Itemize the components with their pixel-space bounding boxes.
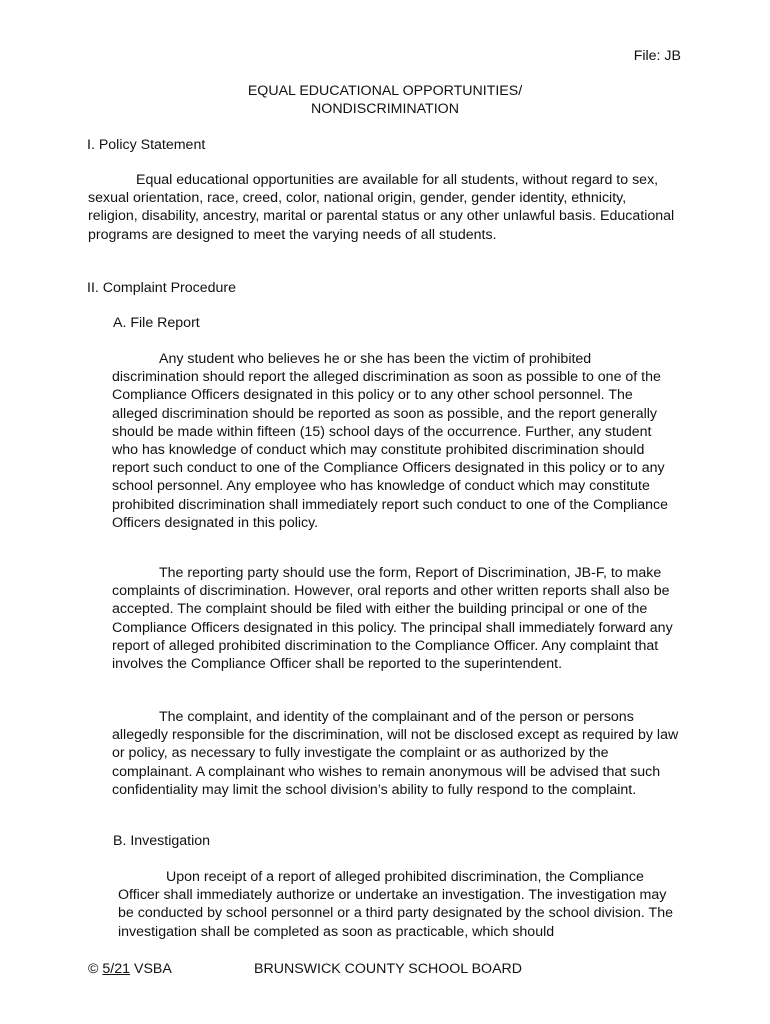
investigation-paragraph: Upon receipt of a report of alleged prohibited discrimination, the Compliance Officer shall immediately authorize or undertake an investigation. The investigation may be conducted by school personnel or a third party designated by the school division. The investigation shall be completed as soon as practicable, which should <box>118 869 673 940</box>
section-1-heading: I. Policy Statement <box>87 137 206 153</box>
file-report-paragraph-3: The complaint, and identity of the complainant and of the person or persons allegedly responsible for the discrimination, will not be disclosed except as required by law or policy, as necessary to fully investigate the complaint or as authorized by the complainant. A complainant who wishes to remain anonymous will be advised that such confidentiality may limit the school division’s ability to fully respond to the complaint. <box>112 709 679 798</box>
policy-statement-paragraph: Equal educational opportunities are available for all students, without regard to sex, sexual orientation, race, creed, color, national origin, gender, gender identity, ethnicity, religion, disability, ancestry, marital or parental status or any other unlawful basis. Educational programs are designed to meet the varying needs of all students. <box>88 172 675 243</box>
footer-board: BRUNSWICK COUNTY SCHOOL BOARD <box>254 961 523 977</box>
footer-left <box>88 960 172 978</box>
copyright-symbol: © <box>88 961 99 977</box>
subsection-b-heading: B. Investigation <box>113 833 211 849</box>
title-line-2: NONDISCRIMINATION <box>311 101 459 117</box>
file-report-paragraph-2: The reporting party should use the form, Report of Discrimination, JB-F, to make complaints of discrimination. However, oral reports and other written reports shall also be accepted. The complaint should be filed with either the building principal or one of the Compliance Officers designated in this policy. The principal shall immediately forward any report of alleged prohibited discrimination to the Compliance Officer. Any complaint that involves the Compliance Officer shall be reported to the superintendent. <box>112 565 673 673</box>
title-line-1: EQUAL EDUCATIONAL OPPORTUNITIES/ <box>247 83 523 99</box>
file-code: File: JB <box>633 48 681 64</box>
subsection-a-heading: A. File Report <box>113 315 200 331</box>
footer-date: 5/21 <box>102 961 131 977</box>
footer-org: VSBA <box>134 961 172 977</box>
file-report-paragraph-1: Any student who believes he or she has been the victim of prohibited discrimination should report the alleged discrimination as soon as possible to one of the Compliance Officers designated in this policy or to any other school personnel. The alleged discrimination should be reported as soon as possible, and the report generally should be made within fifteen (15) school days of the occurrence. Further, any student who has knowledge of conduct which may constitute prohibited discrimination should report such conduct to one of the Compliance Officers designated in this policy or to any school personnel. Any employee who has knowledge of conduct which may constitute prohibited discrimination shall immediately report such conduct to one of the Compliance Officers designated in this policy. <box>112 351 668 531</box>
section-2-heading: II. Complaint Procedure <box>87 280 237 296</box>
